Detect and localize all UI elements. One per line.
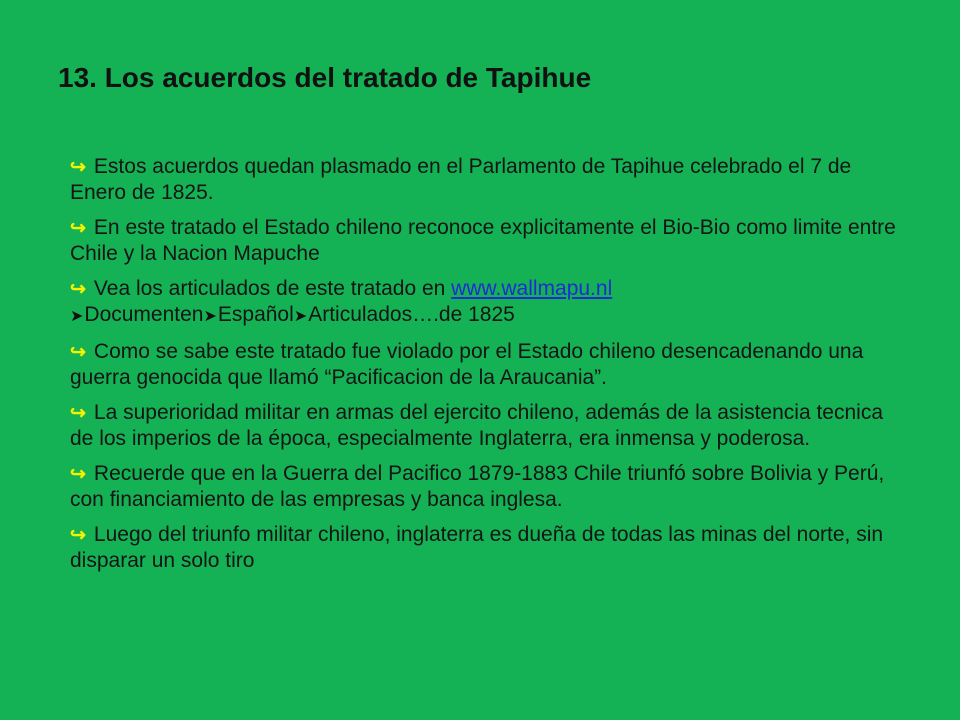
bullet-text: Como se sabe este tratado fue violado por el Estado chileno desencadenando una guerra genocida que llamó “Pacificacion de la Araucania”. <box>70 340 864 389</box>
chevron-right-icon: ➤ <box>203 308 217 325</box>
path-segment: Documenten <box>84 303 204 326</box>
bullet-item <box>70 339 900 390</box>
curved-arrow-right-icon: ↪ <box>70 403 86 424</box>
curved-arrow-right-icon: ↪ <box>70 342 86 363</box>
curved-arrow-right-icon: ↪ <box>70 157 86 178</box>
path-segment: Articulados….de 1825 <box>308 303 515 326</box>
path-segment: Español <box>217 303 294 326</box>
bullet-text: Luego del triunfo militar chileno, inglaterra es dueña de todas las minas del norte, sin disparar un solo tiro <box>70 523 884 572</box>
wallmapu-link[interactable]: www.wallmapu.nl <box>451 277 613 300</box>
bullet-item <box>70 400 900 451</box>
bullet-list <box>70 154 900 583</box>
bullet-text: En este tratado el Estado chileno reconoce explicitamente el Bio-Bio como limite entre Chile y la Nacion Mapuche <box>70 216 896 265</box>
chevron-right-icon: ➤ <box>70 308 84 325</box>
bullet-text: Recuerde que en la Guerra del Pacifico 1879-1883 Chile triunfó sobre Bolivia y Perú, con financiamiento de las empresas y banca inglesa. <box>70 462 885 511</box>
curved-arrow-right-icon: ↪ <box>70 525 86 546</box>
curved-arrow-right-icon: ↪ <box>70 279 86 300</box>
curved-arrow-right-icon: ↪ <box>70 218 86 239</box>
bullet-text: Estos acuerdos quedan plasmado en el Parlamento de Tapihue celebrado el 7 de Enero de 1825. <box>70 155 852 204</box>
chevron-right-icon: ➤ <box>293 308 308 325</box>
slide-title: 13. Los acuerdos del tratado de Tapihue <box>58 62 592 93</box>
bullet-item <box>70 522 900 573</box>
curved-arrow-right-icon: ↪ <box>70 464 86 485</box>
bullet-item <box>70 154 900 205</box>
bullet-text: La superioridad militar en armas del ejercito chileno, además de la asistencia tecnica de los imperios de la época, especialmente Inglaterra, era inmensa y poderosa. <box>70 401 884 450</box>
bullet-item <box>70 215 900 266</box>
bullet-item <box>70 276 900 329</box>
bullet-text: Vea los articulados de este tratado en <box>93 277 452 300</box>
bullet-item <box>70 461 900 512</box>
